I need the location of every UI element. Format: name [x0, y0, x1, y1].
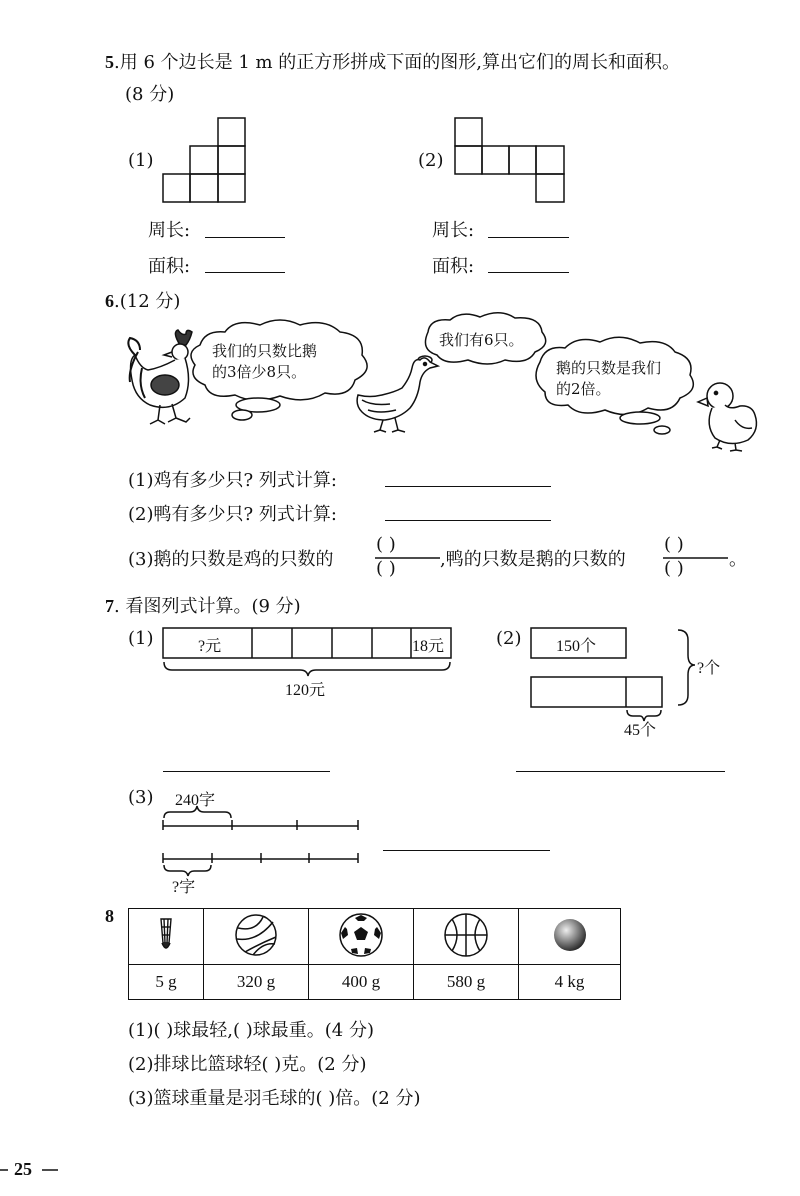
q5-fig1-label: (1)	[128, 150, 154, 171]
q6-frac1-den[interactable]: ( )	[376, 558, 396, 579]
chicken-bubble-line-1: 我们的只数比鹅	[212, 342, 318, 360]
goose-bubble-text: 我们有6只。	[439, 331, 524, 349]
q5-fig1-squares	[163, 118, 245, 202]
q7-fig2-answer[interactable]	[516, 771, 725, 772]
q7-fig3-bottom: ?字	[172, 879, 196, 896]
volleyball-icon	[204, 909, 309, 965]
duck-bubble-text	[556, 358, 661, 400]
q8-sub3: (3)篮球重量是羽毛球的( )倍。(2 分)	[128, 1088, 421, 1109]
q7-fig2-diff: 45个	[624, 722, 657, 739]
q7-number: 7	[105, 596, 114, 616]
q7-fig2-total: ?个	[697, 660, 721, 677]
q5-fig2-label: (2)	[418, 150, 444, 171]
q6-frac2-den[interactable]: ( )	[664, 558, 684, 579]
q7-fig1-label: (1)	[128, 628, 154, 649]
q7-title	[105, 592, 301, 618]
q8-weights-table	[128, 908, 621, 1000]
chicken-bubble-text	[212, 341, 317, 383]
shot-put-ball-icon	[519, 909, 621, 965]
q5-number: 5	[105, 52, 114, 72]
badminton-shuttlecock-icon	[129, 909, 204, 965]
q7-fig3-label: (3)	[128, 787, 154, 808]
q5-fig2-area-answer[interactable]	[488, 272, 569, 273]
q5-text: .用 6 个边长是 1 m 的正方形拼成下面的图形,算出它们的周长和面积。	[114, 52, 681, 73]
basketball-icon	[414, 909, 519, 965]
q6-title	[105, 287, 180, 313]
duck-bubble-line-2: 的2倍。	[556, 380, 611, 398]
q5-fig2-perimeter-answer[interactable]	[488, 237, 569, 238]
q8-weight-shot-put: 4 kg	[519, 965, 621, 1000]
duck-icon	[698, 383, 756, 451]
q5-score: (8 分)	[125, 84, 175, 105]
q6-sub3-a: (3)鹅的只数是鸡的只数的	[128, 549, 334, 570]
q8-weight-volleyball: 320 g	[204, 965, 309, 1000]
rooster-icon	[128, 330, 192, 424]
q8-sub2: (2)排球比篮球轻( )克。(2 分)	[128, 1054, 367, 1075]
q8-weight-basketball: 580 g	[414, 965, 519, 1000]
soccer-ball-icon	[309, 909, 414, 965]
q5-fig2-area-label: 面积:	[432, 256, 475, 277]
q7-fig3-answer[interactable]	[383, 850, 550, 851]
q7-fig1-question: ?元	[198, 638, 222, 655]
q6-frac2-num[interactable]: ( )	[664, 534, 684, 555]
q8-weight-soccer: 400 g	[309, 965, 414, 1000]
q7-fig2-label: (2)	[496, 628, 522, 649]
q8-number: 8	[105, 906, 114, 926]
chicken-bubble-line-2: 的3倍少8只。	[212, 363, 307, 381]
goose-icon	[357, 358, 438, 432]
q6-sub1: (1)鸡有多少只? 列式计算:	[128, 470, 337, 491]
q6-sub3-b: ,鸭的只数是鹅的只数的	[440, 549, 626, 570]
page-number: 25	[14, 1159, 32, 1179]
q7-fig3-top: 240字	[175, 792, 216, 809]
q5-fig2-squares	[455, 118, 564, 202]
q7-fig2-top: 150个	[556, 638, 597, 655]
q8-weight-shuttlecock: 5 g	[129, 965, 204, 1000]
q5-fig1-perimeter-label: 周长:	[148, 220, 191, 241]
q6-sub2-answer[interactable]	[385, 520, 551, 521]
q6-number: 6	[105, 291, 114, 311]
q8-weight-row	[129, 965, 621, 1000]
q7-fig1-last-segment: 18元	[412, 638, 445, 655]
q8-sub1: (1)( )球最轻,( )球最重。(4 分)	[128, 1020, 374, 1041]
q8-icon-row	[129, 909, 621, 965]
q7-fig1-answer[interactable]	[163, 771, 330, 772]
q6-frac1-num[interactable]: ( )	[376, 534, 396, 555]
q6-sub2: (2)鸭有多少只? 列式计算:	[128, 504, 337, 525]
q5-fig1-area-label: 面积:	[148, 256, 191, 277]
q5-fig1-area-answer[interactable]	[205, 272, 285, 273]
q6-score: .(12 分)	[114, 291, 181, 312]
duck-bubble-line-1: 鹅的只数是我们	[556, 359, 662, 377]
q7-fig3-lines	[163, 806, 358, 876]
q6-sub3-end: 。	[729, 549, 747, 570]
q7-fig1-total: 120元	[285, 682, 326, 699]
q5-fig1-perimeter-answer[interactable]	[205, 237, 285, 238]
q6-sub1-answer[interactable]	[385, 486, 551, 487]
q7-text: . 看图列式计算。(9 分)	[114, 596, 301, 617]
q5-fig2-perimeter-label: 周长:	[432, 220, 475, 241]
